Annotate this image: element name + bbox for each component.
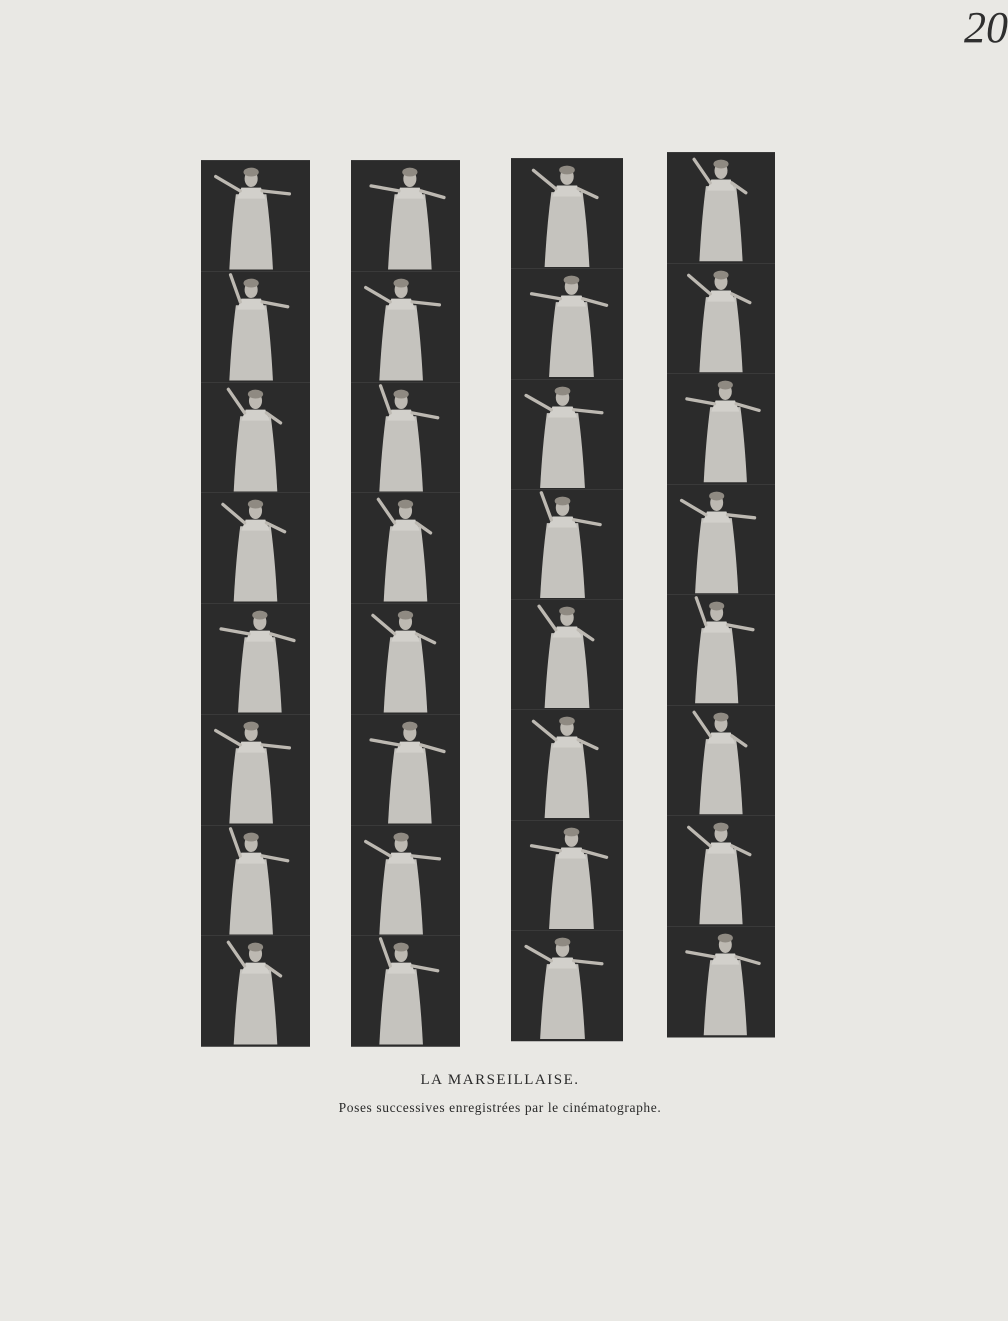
figure-singer bbox=[511, 710, 623, 820]
film-frame bbox=[667, 263, 775, 375]
figure-singer bbox=[667, 153, 775, 264]
figure-singer bbox=[351, 936, 460, 1047]
film-frame bbox=[351, 603, 460, 715]
film-frame bbox=[351, 382, 460, 494]
film-frame bbox=[351, 492, 460, 604]
figure-singer bbox=[511, 269, 623, 379]
figure-singer bbox=[667, 374, 775, 485]
film-frame bbox=[201, 160, 310, 272]
film-frame bbox=[511, 709, 623, 820]
film-frame bbox=[511, 379, 623, 490]
film-frame bbox=[201, 492, 310, 604]
figure-singer bbox=[351, 272, 460, 383]
film-frame bbox=[511, 930, 623, 1041]
film-frame bbox=[201, 714, 310, 826]
figure-singer bbox=[667, 595, 775, 706]
figure-singer bbox=[667, 706, 775, 817]
figure-singer bbox=[511, 931, 623, 1041]
film-strip-2 bbox=[351, 160, 460, 1046]
figure-singer bbox=[351, 161, 460, 272]
figure-singer bbox=[201, 383, 310, 494]
film-frame bbox=[511, 158, 623, 269]
figure-singer bbox=[201, 826, 310, 937]
film-strip-1 bbox=[201, 160, 310, 1046]
film-strip-4 bbox=[667, 152, 775, 1036]
page-number: 20 bbox=[964, 3, 1008, 52]
figure-singer bbox=[511, 159, 623, 269]
figure-singer bbox=[351, 383, 460, 494]
film-frame bbox=[667, 705, 775, 817]
figure-singer bbox=[511, 490, 623, 600]
film-frame bbox=[667, 484, 775, 596]
figure-singer bbox=[351, 826, 460, 937]
figure-singer bbox=[511, 600, 623, 710]
figure-singer bbox=[511, 821, 623, 931]
film-frame bbox=[201, 603, 310, 715]
film-frame bbox=[667, 926, 775, 1038]
caption-subtitle: Poses successives enregistrées par le cinématographe. bbox=[338, 1100, 662, 1115]
figure-singer bbox=[201, 272, 310, 383]
figure-singer bbox=[667, 816, 775, 927]
figure-singer bbox=[667, 264, 775, 375]
figure-singer bbox=[511, 380, 623, 490]
film-frame bbox=[351, 160, 460, 272]
film-frame bbox=[667, 815, 775, 927]
figure-singer bbox=[351, 604, 460, 715]
film-frame bbox=[201, 271, 310, 383]
film-frame bbox=[667, 594, 775, 706]
film-frame bbox=[201, 935, 310, 1047]
film-frame bbox=[201, 825, 310, 937]
figure-singer bbox=[201, 161, 310, 272]
film-frame bbox=[511, 820, 623, 931]
film-frame bbox=[667, 152, 775, 264]
film-frame bbox=[351, 825, 460, 937]
figure-singer bbox=[201, 604, 310, 715]
figure-singer bbox=[201, 936, 310, 1047]
film-frame bbox=[351, 714, 460, 826]
figure-singer bbox=[351, 493, 460, 604]
film-frame bbox=[351, 271, 460, 383]
figure-singer bbox=[201, 493, 310, 604]
film-strip-3 bbox=[511, 158, 623, 1040]
figure-singer bbox=[667, 927, 775, 1038]
caption-title: LA MARSEILLAISE. bbox=[420, 1072, 580, 1088]
film-frame bbox=[511, 489, 623, 600]
film-frame bbox=[511, 599, 623, 710]
figure-singer bbox=[201, 715, 310, 826]
film-frame bbox=[351, 935, 460, 1047]
figure-singer bbox=[351, 715, 460, 826]
film-frame bbox=[511, 268, 623, 379]
film-frame bbox=[667, 373, 775, 485]
figure-singer bbox=[667, 485, 775, 596]
film-frame bbox=[201, 382, 310, 494]
